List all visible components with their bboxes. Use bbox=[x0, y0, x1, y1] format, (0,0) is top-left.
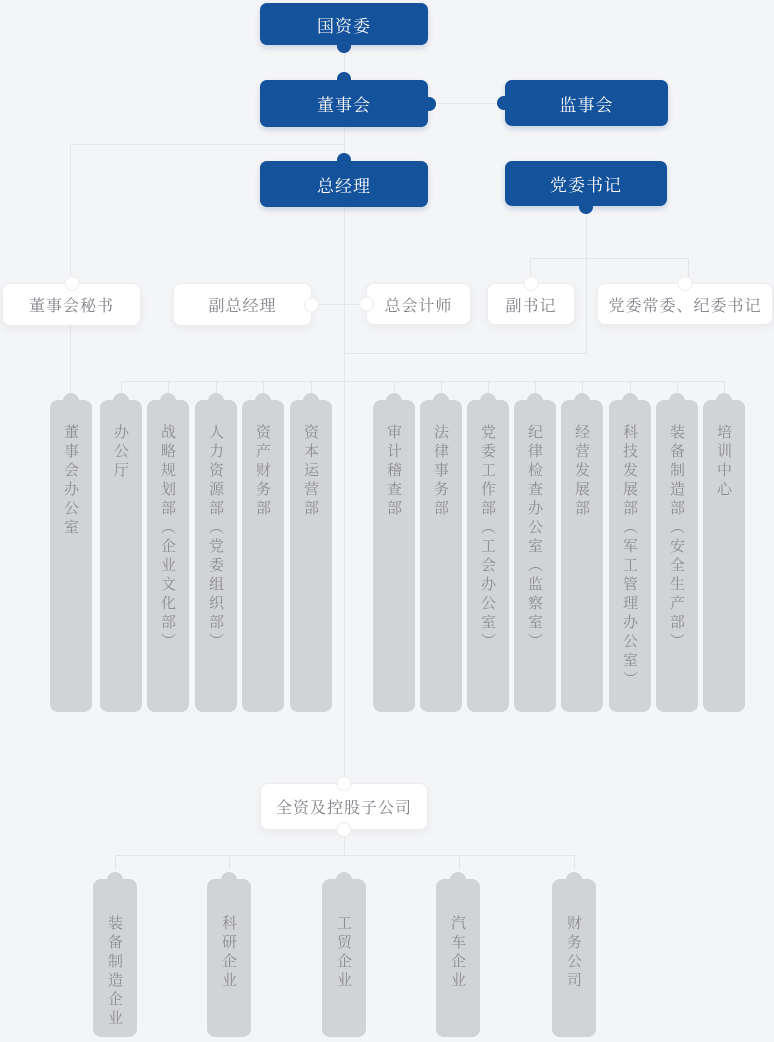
department-label: 办公厅 bbox=[112, 424, 130, 481]
node-deputy-party-secretary bbox=[487, 283, 575, 325]
subsidiary-bar bbox=[436, 879, 480, 1037]
connector-dot bbox=[337, 822, 352, 837]
connector-dot bbox=[579, 200, 593, 214]
department-bar bbox=[100, 400, 142, 712]
subsidiary-label: 工贸企业 bbox=[335, 915, 353, 991]
connector-dot bbox=[678, 276, 693, 291]
department-bar bbox=[147, 400, 189, 712]
connector-dot bbox=[208, 393, 224, 409]
node-general-manager-label: 总经理 bbox=[317, 176, 371, 197]
node-deputy-general-manager-label: 副总经理 bbox=[208, 296, 277, 315]
connector-line bbox=[344, 834, 345, 855]
connector-line bbox=[70, 326, 71, 394]
department-label: 培训中心 bbox=[715, 424, 733, 500]
connector-dot bbox=[669, 393, 685, 409]
connector-dot bbox=[63, 393, 79, 409]
department-bar bbox=[242, 400, 284, 712]
connector-line bbox=[70, 145, 71, 279]
connector-dot bbox=[107, 872, 123, 888]
connector-dot bbox=[337, 39, 351, 53]
node-party-standing-committee-label: 党委常委、纪委书记 bbox=[608, 295, 762, 315]
node-subsidiaries-header bbox=[260, 783, 428, 830]
subsidiary-label: 科研企业 bbox=[220, 915, 238, 991]
department-label: 资本运营部 bbox=[302, 424, 320, 519]
department-label: 纪律检查办公室（监察室） bbox=[526, 424, 544, 652]
connector-line bbox=[459, 855, 460, 869]
node-board-of-directors-label: 董事会 bbox=[317, 96, 371, 116]
department-label: 装备制造部（安全生产部） bbox=[668, 424, 686, 652]
node-chief-accountant-label: 总会计师 bbox=[384, 295, 453, 315]
node-party-secretary-label: 党委书记 bbox=[550, 176, 622, 196]
connector-line bbox=[344, 207, 345, 781]
connector-dot bbox=[566, 872, 582, 888]
connector-dot bbox=[433, 393, 449, 409]
department-label: 经营发展部 bbox=[573, 424, 591, 519]
node-board-secretary-label: 董事会秘书 bbox=[28, 296, 114, 315]
subsidiary-label: 汽车企业 bbox=[449, 915, 467, 991]
connector-dot bbox=[386, 393, 402, 409]
connector-dot bbox=[304, 297, 319, 312]
connector-dot bbox=[450, 872, 466, 888]
department-bar bbox=[514, 400, 556, 712]
node-party-standing-committee bbox=[597, 283, 773, 325]
connector-line bbox=[530, 258, 689, 259]
department-label: 资产财务部 bbox=[254, 424, 272, 519]
department-label: 法律事务部 bbox=[432, 424, 450, 519]
department-bar bbox=[290, 400, 332, 712]
department-bar bbox=[373, 400, 415, 712]
connector-dot bbox=[574, 393, 590, 409]
connector-line bbox=[121, 381, 725, 382]
connector-dot bbox=[303, 393, 319, 409]
connector-line bbox=[70, 144, 345, 145]
connector-dot bbox=[337, 153, 351, 167]
node-board-secretary bbox=[2, 283, 141, 326]
connector-line bbox=[432, 103, 505, 104]
subsidiary-bar bbox=[552, 879, 596, 1037]
connector-dot bbox=[113, 393, 129, 409]
node-party-secretary bbox=[505, 161, 667, 206]
node-board-of-supervisors bbox=[505, 80, 668, 126]
subsidiary-bar bbox=[322, 879, 366, 1037]
subsidiary-label: 装备制造企业 bbox=[106, 915, 124, 1029]
department-label: 党委工作部（工会办公室） bbox=[479, 424, 497, 652]
connector-line bbox=[314, 304, 364, 305]
connector-dot bbox=[221, 872, 237, 888]
department-bar bbox=[656, 400, 698, 712]
connector-dot bbox=[622, 393, 638, 409]
connector-dot bbox=[64, 276, 79, 291]
department-label: 科技发展部（军工管理办公室） bbox=[621, 424, 639, 690]
connector-dot bbox=[160, 393, 176, 409]
node-chief-accountant bbox=[366, 283, 471, 325]
department-label: 董事会办公室 bbox=[62, 424, 80, 538]
department-bar bbox=[467, 400, 509, 712]
department-bar bbox=[703, 400, 745, 712]
department-label: 战略规划部（企业文化部） bbox=[159, 424, 177, 652]
department-label: 审计稽查部 bbox=[385, 424, 403, 519]
connector-dot bbox=[497, 96, 511, 110]
subsidiary-bar bbox=[93, 879, 137, 1037]
connector-line bbox=[115, 855, 575, 856]
department-bar bbox=[609, 400, 651, 712]
connector-line bbox=[344, 353, 587, 354]
connector-line bbox=[229, 855, 230, 869]
node-deputy-party-secretary-label: 副书记 bbox=[505, 295, 557, 315]
node-sasac bbox=[260, 3, 428, 45]
node-subsidiaries-header-label: 全资及控股子公司 bbox=[275, 798, 412, 817]
department-bar bbox=[561, 400, 603, 712]
node-board-of-directors bbox=[260, 80, 428, 127]
connector-dot bbox=[524, 276, 539, 291]
connector-dot bbox=[337, 776, 352, 791]
node-sasac-label: 国资委 bbox=[317, 16, 371, 37]
connector-line bbox=[586, 206, 587, 353]
department-bar bbox=[195, 400, 237, 712]
node-general-manager bbox=[260, 161, 428, 207]
department-bar bbox=[420, 400, 462, 712]
connector-dot bbox=[255, 393, 271, 409]
connector-dot bbox=[480, 393, 496, 409]
subsidiary-label: 财务公司 bbox=[565, 915, 583, 991]
connector-dot bbox=[527, 393, 543, 409]
node-board-of-supervisors-label: 监事会 bbox=[559, 95, 614, 116]
node-deputy-general-manager bbox=[173, 283, 312, 326]
connector-dot bbox=[337, 72, 351, 86]
department-label: 人力资源部（党委组织部） bbox=[207, 424, 225, 652]
department-bar bbox=[50, 400, 92, 712]
subsidiary-bar bbox=[207, 879, 251, 1037]
connector-dot bbox=[422, 97, 436, 111]
connector-line bbox=[574, 855, 575, 869]
connector-line bbox=[115, 855, 116, 869]
connector-dot bbox=[336, 872, 352, 888]
connector-dot bbox=[716, 393, 732, 409]
connector-dot bbox=[359, 297, 374, 312]
